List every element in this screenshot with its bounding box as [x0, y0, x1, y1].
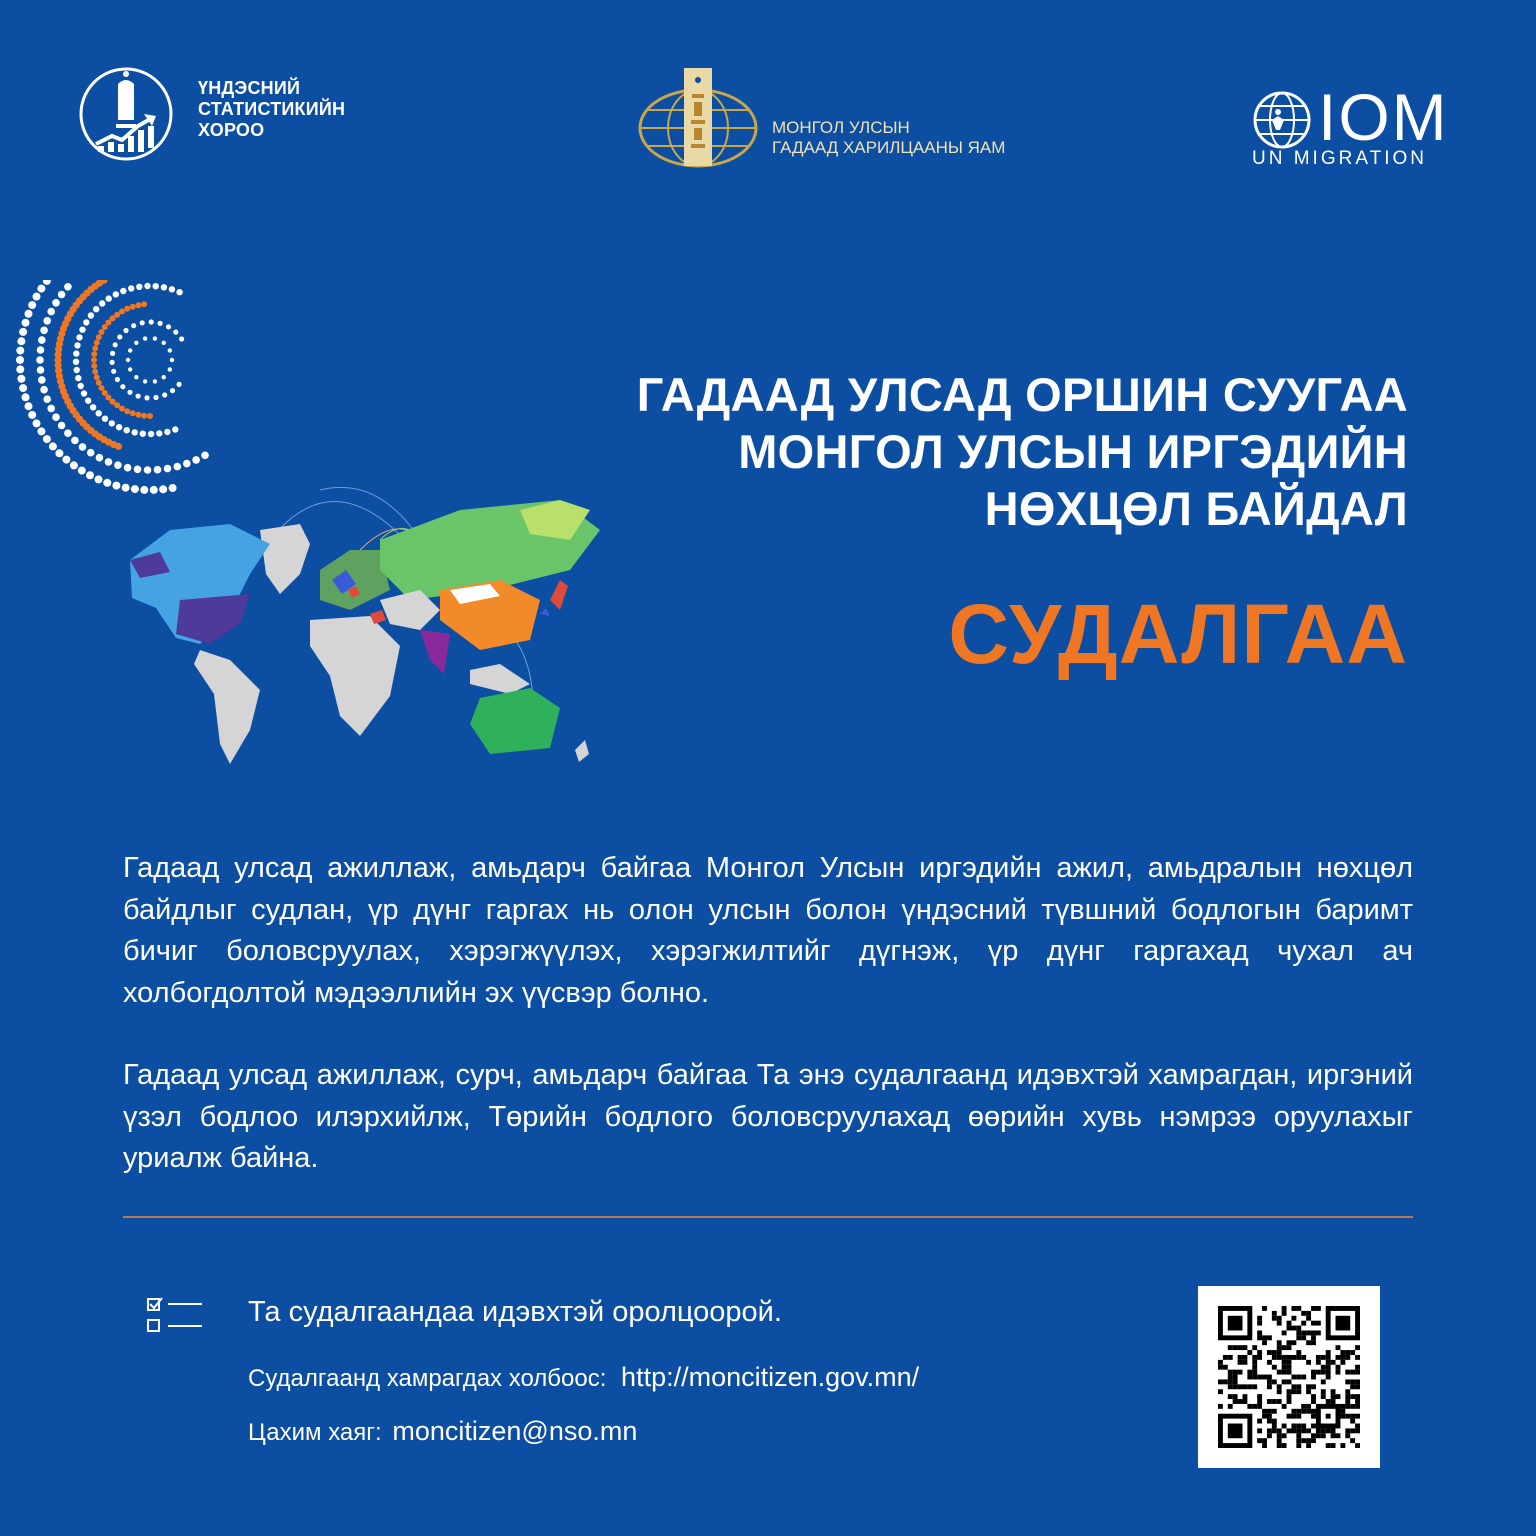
iom-globe-icon	[1252, 90, 1312, 150]
mfa-logo-text: МОНГОЛ УЛСЫН ГАДААД ХАРИЛЦААНЫ ЯАМ	[772, 118, 1006, 157]
survey-link[interactable]: http://moncitizen.gov.mn/	[621, 1362, 920, 1392]
nso-logo	[78, 66, 378, 166]
survey-link-label: Судалгаанд хамрагдах холбоос:	[248, 1365, 607, 1392]
checklist-icon	[146, 1296, 206, 1336]
qr-code-icon	[1218, 1306, 1360, 1448]
email-label: Цахим хаяг:	[248, 1419, 382, 1446]
mfa-logo	[636, 66, 1056, 176]
divider	[123, 1216, 1413, 1218]
qr-code[interactable]	[1198, 1286, 1380, 1468]
survey-link-line	[248, 1362, 919, 1393]
globe-soyombo-icon	[636, 66, 760, 170]
body-paragraph-1: Гадаад улсад ажиллаж, амьдарч байгаа Монгол Улсын иргэдийн ажил, амьдралын нөхцөл байдлыг судлан, үр дүнг гаргах нь олон улсын болон үндэсний түвшний бодлогын баримт бичиг боловсруулах, хэрэгжүүлэх, хэрэгжилтийг дүгнэж, үр дүнг гаргахад чухал ач холбогдолтой мэдээллийн эх үүсвэр болно.	[123, 852, 1413, 1009]
world-map-illustration	[120, 450, 610, 770]
iom-wordmark: IOM	[1318, 80, 1449, 154]
nso-logo-text: ҮНДЭСНИЙ СТАТИСТИКИЙН ХОРОО	[198, 78, 346, 140]
page-subtitle-highlight: СУДАЛГАА	[948, 587, 1408, 681]
call-to-action-text: Та судалгаандаа идэвхтэй оролцоорой.	[248, 1296, 782, 1328]
iom-subtitle: UN MIGRATION	[1252, 148, 1427, 169]
email-address[interactable]: moncitizen@nso.mn	[392, 1416, 638, 1446]
body-paragraph-2: Гадаад улсад ажиллаж, сурч, амьдарч байгаа Та энэ судалгаанд идэвхтэй хамрагдан, иргэний үзэл бодлоо илэрхийлж, Төрийн бодлого боловсруулахад өөрийн хувь нэмрээ оруулахыг уриалж байна.	[123, 1059, 1413, 1174]
page-title: ГАДААД УЛСАД ОРШИН СУУГАА МОНГОЛ УЛСЫН ИРГЭДИЙН НӨХЦӨЛ БАЙДАЛ	[636, 368, 1408, 535]
iom-logo	[1250, 80, 1470, 178]
nso-emblem-icon	[78, 66, 174, 162]
email-line	[248, 1416, 637, 1447]
